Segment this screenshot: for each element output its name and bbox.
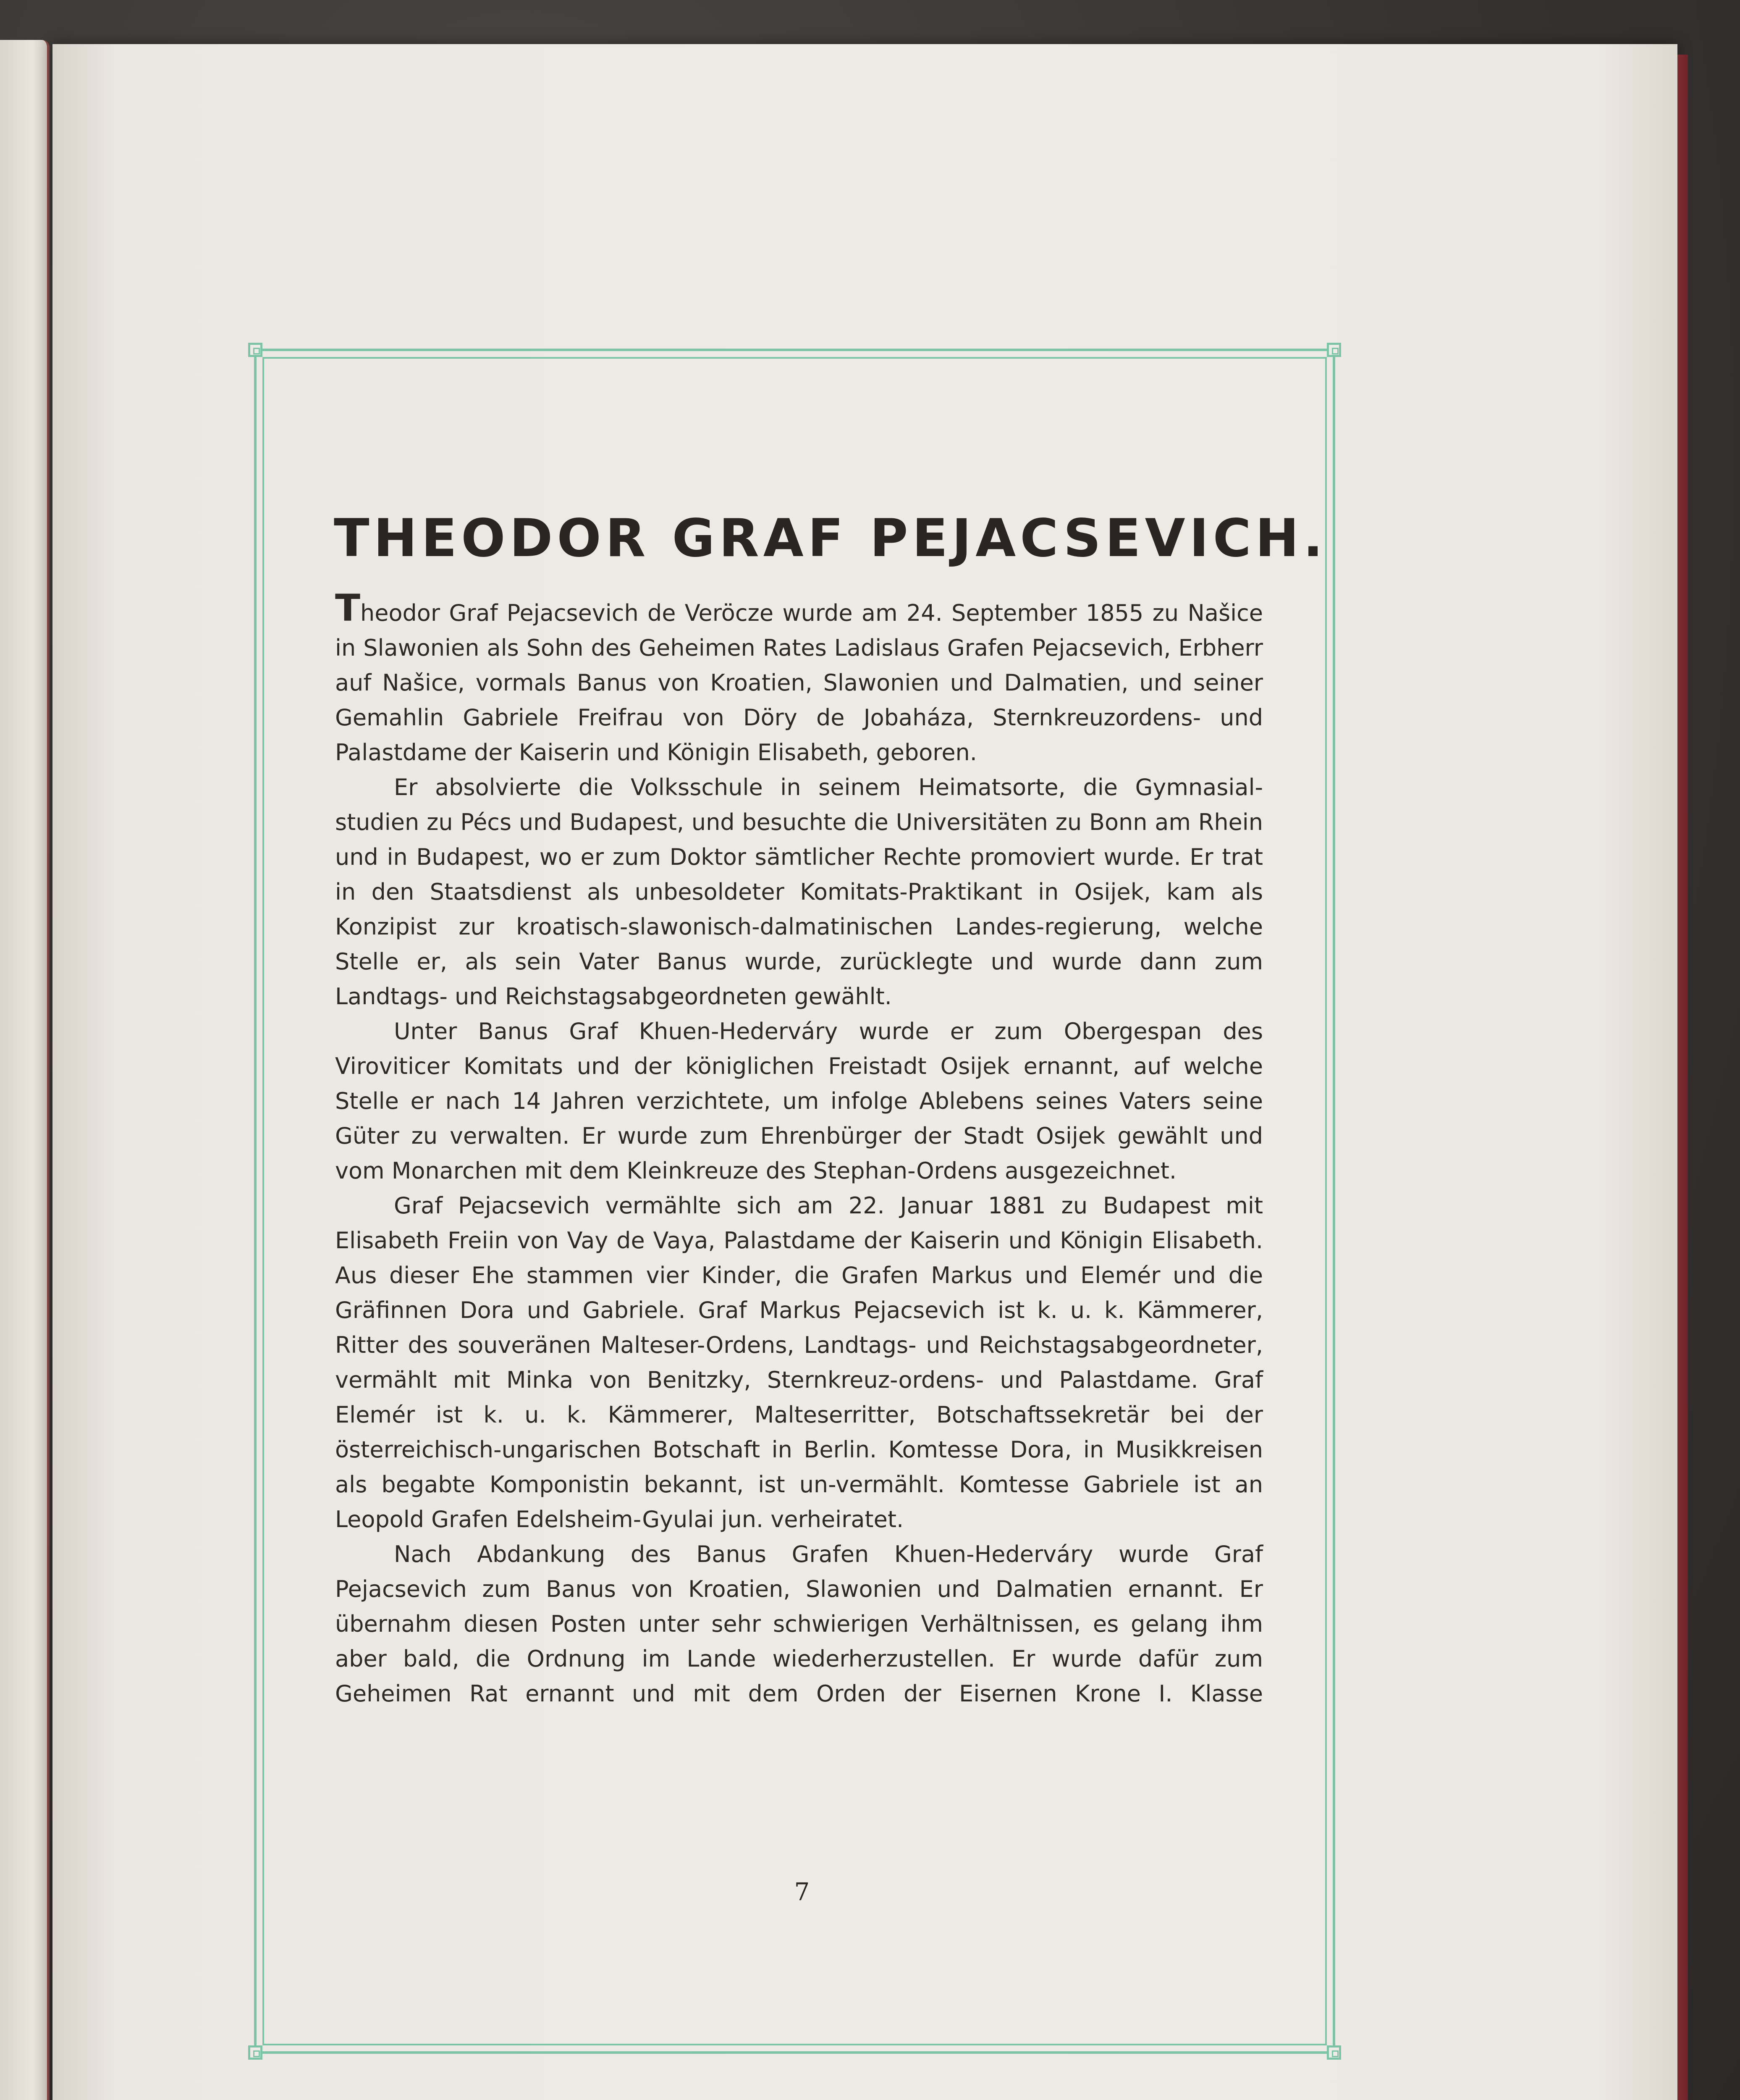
- frame-corner-ornament-icon: [1327, 2045, 1341, 2060]
- drop-cap: T: [335, 586, 361, 630]
- previous-page-edge: [0, 40, 50, 2100]
- paragraph: Nach Abdankung des Banus Grafen Khuen-Hederváry wurde Graf Pejacsevich zum Banus von Kroatien, Slawonien und Dalmatien ernannt. Er übernahm diesen Posten unter sehr schwierigen Verhältnissen, es gelang ihm aber bald, die Ordnung im Lande wiederherzustellen. Er wurde dafür zum Geheimen Rat ernannt und mit dem Orden der Eisernen Krone I. Klasse: [335, 1541, 1263, 1707]
- paragraph: Graf Pejacsevich vermählte sich am 22. Januar 1881 zu Budapest mit Elisabeth Freiin von Vay de Vaya, Palastdame der Kaiserin und Königin Elisabeth. Aus dieser Ehe stammen vier Kinder, die Grafen Markus und Elemér und die Gräfinnen Dora und Gabriele. Graf Markus Pejacsevich ist k. u. k. Kämmerer, Ritter des souveränen Malteser-Ordens, Landtags- und Reichstagsabgeordneter, vermählt mit Minka von Benitzky, Sternkreuz-ordens- und Palastdame. Graf Elemér ist k. u. k. Kämmerer, Malteserritter, Botschaftssekretär bei der österreichisch-ungarischen Botschaft in Berlin. Komtesse Dora, in Musikkreisen als begabte Komponistin bekannt, ist un-vermählt. Komtesse Gabriele ist an Leopold Grafen Edelsheim-Gyulai jun. verheiratet.: [335, 1192, 1263, 1533]
- paragraph: Unter Banus Graf Khuen-Hederváry wurde er zum Obergespan des Viroviticer Komitats und der königlichen Freistadt Osijek ernannt, auf welche Stelle er nach 14 Jahren verzichtete, um infolge Ablebens seines Vaters seine Güter zu verwalten. Er wurde zum Ehrenbürger der Stadt Osijek gewählt und vom Monarchen mit dem Kleinkreuze des Stephan-Ordens ausgezeichnet.: [335, 1018, 1263, 1184]
- frame-corner-ornament-icon: [1327, 343, 1341, 357]
- page-title: THEODOR GRAF PEJACSEVICH.: [334, 508, 1327, 569]
- body-text: [335, 586, 1263, 1711]
- frame-corner-ornament-icon: [248, 343, 262, 357]
- page-number: 7: [794, 1877, 810, 1906]
- frame-corner-ornament-icon: [248, 2045, 262, 2060]
- paragraph: Er absolvierte die Volksschule in seinem Heimatsorte, die Gymnasial-studien zu Pécs und Budapest, und besuchte die Universitäten zu Bonn am Rhein und in Budapest, wo er zum Doktor sämtlicher Rechte promoviert wurde. Er trat in den Staatsdienst als unbesoldeter Komitats-Praktikant in Osijek, kam als Konzipist zur kroatisch-slawonisch-dalmatinischen Landes-regierung, welche Stelle er, als sein Vater Banus wurde, zurücklegte und wurde dann zum Landtags- und Reichstagsabgeordneten gewählt.: [335, 774, 1263, 1010]
- paragraph: Theodor Graf Pejacsevich de Veröcze wurde am 24. September 1855 zu Našice in Slawonien als Sohn des Geheimen Rates Ladislaus Grafen Pejacsevich, Erbherr auf Našice, vormals Banus von Kroatien, Slawonien und Dalmatien, und seiner Gemahlin Gabriele Freifrau von Döry de Jobaháza, Sternkreuzordens- und Palastdame der Kaiserin und Königin Elisabeth, geboren.: [335, 586, 1263, 766]
